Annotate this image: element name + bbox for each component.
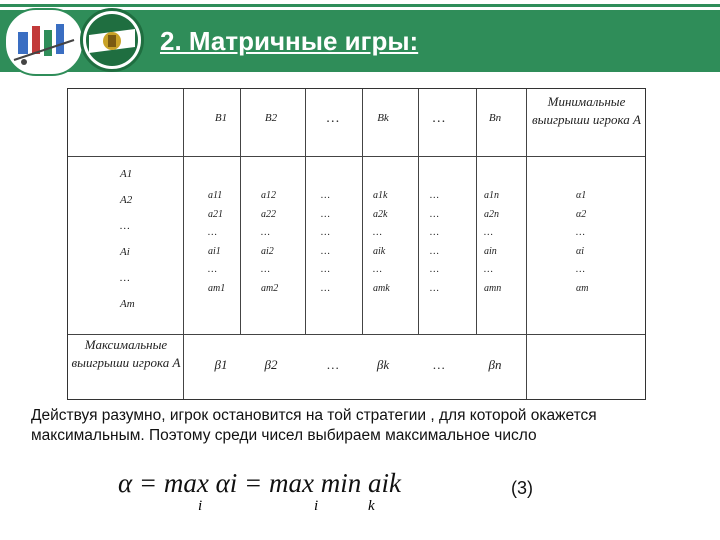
cell-dots: …	[321, 208, 330, 220]
table-vline	[362, 89, 363, 334]
cell-dots: …	[321, 264, 330, 275]
explanation-paragraph: Действуя разумно, игрок остановится на той стратегии , для которой окажется максимальным. Поэтому среди чисел выбираем максимальное число	[31, 407, 597, 444]
col-values-dots	[321, 187, 351, 298]
cell-dots: …	[208, 227, 217, 238]
cell-a1n: a1n	[484, 190, 499, 201]
cell-dots: …	[576, 227, 585, 238]
col-header-b2: B2	[264, 112, 278, 124]
maximin-formula	[118, 468, 448, 518]
row-header-am: Am	[120, 298, 135, 310]
max-payoffs-label: Максимальные выигрыши игрока А	[71, 337, 181, 370]
cell-beta1: β1	[214, 357, 228, 372]
col-values-bk	[373, 187, 403, 298]
cell-a2n: a2n	[484, 208, 499, 220]
slide-title: 2. Матричные игры:	[160, 26, 419, 56]
col-header-bn: Bn	[488, 112, 502, 124]
cell-ai2: ai2	[261, 245, 274, 257]
table-hline	[68, 156, 645, 157]
cell-ai1: ai1	[208, 245, 221, 257]
row-headers	[120, 161, 160, 317]
cell-dots: …	[433, 357, 445, 372]
cell-aik: aik	[373, 245, 386, 257]
payoff-matrix-table	[67, 88, 646, 400]
cell-a12: a12	[261, 190, 276, 201]
cell-alphai: αi	[576, 245, 585, 257]
row-header-a1: A1	[120, 168, 133, 180]
slide-header	[0, 0, 720, 80]
col-header-b1: B1	[214, 112, 228, 124]
row-header-dots: …	[120, 220, 130, 232]
cell-dots: …	[321, 282, 330, 294]
cell-dots: …	[430, 227, 439, 238]
col-values-dots	[430, 187, 460, 298]
cell-betak: βk	[376, 357, 390, 372]
cell-amn: amn	[484, 282, 502, 294]
cell-betan: βn	[488, 357, 502, 372]
cell-dots: …	[430, 245, 439, 257]
cell-beta2: β2	[264, 357, 278, 372]
row-header-a2: A2	[120, 194, 133, 206]
table-vline	[240, 89, 241, 334]
table-vline	[418, 89, 419, 334]
cell-am2: am2	[261, 282, 279, 294]
cell-alpha2: α2	[576, 208, 587, 220]
header-top-line	[0, 4, 720, 7]
equation-number: (3)	[511, 478, 533, 498]
formula-sub-i: i	[198, 498, 203, 514]
university-logo-icon	[4, 8, 84, 76]
row-header-ai: Ai	[120, 246, 130, 258]
col-header-dots: …	[326, 111, 340, 126]
cell-a22: a22	[261, 208, 276, 220]
cell-dots: …	[484, 227, 493, 238]
cell-dots: …	[321, 190, 330, 201]
col-values-b1	[208, 187, 238, 298]
formula-sub-k: k	[368, 498, 375, 514]
cell-a1k: a1k	[373, 190, 388, 201]
cell-alpha1: α1	[576, 190, 587, 201]
min-payoffs-header: Минимальные выигрыши игрока А	[532, 94, 641, 127]
table-vline	[305, 89, 306, 334]
table-vline	[526, 89, 527, 399]
col-values-bn	[484, 187, 514, 298]
cell-dots: …	[208, 264, 217, 275]
cell-dots: …	[373, 264, 382, 275]
cell-dots: …	[430, 282, 439, 294]
cell-dots: …	[261, 264, 270, 275]
cell-dots: …	[430, 208, 439, 220]
cell-alpham: αm	[576, 282, 589, 294]
cell-dots: …	[327, 357, 339, 372]
row-header-dots: …	[120, 272, 130, 284]
table-hline	[68, 334, 645, 335]
cell-ain: ain	[484, 245, 497, 257]
cell-dots: …	[484, 264, 493, 275]
col-header-bk: Bk	[377, 112, 389, 124]
emblem-icon	[80, 8, 144, 72]
cell-dots: …	[321, 227, 330, 238]
formula-expression: α = max αi = max min aik	[118, 468, 401, 498]
cell-a11: a11	[208, 190, 223, 201]
col-header-dots: …	[432, 111, 446, 126]
cell-dots: …	[261, 227, 270, 238]
cell-a21: a21	[208, 208, 223, 220]
table-vline	[183, 89, 184, 399]
cell-dots: …	[576, 264, 585, 275]
table-vline	[476, 89, 477, 334]
cell-dots: …	[430, 190, 439, 201]
cell-amk: amk	[373, 282, 390, 294]
cell-dots: …	[321, 245, 330, 257]
col-values-b2	[261, 187, 291, 298]
cell-a2k: a2k	[373, 208, 388, 220]
cell-am1: am1	[208, 282, 226, 294]
col-alpha-values	[576, 187, 606, 298]
formula-sub-i: i	[314, 498, 319, 514]
cell-dots: …	[430, 264, 439, 275]
cell-dots: …	[373, 227, 382, 238]
